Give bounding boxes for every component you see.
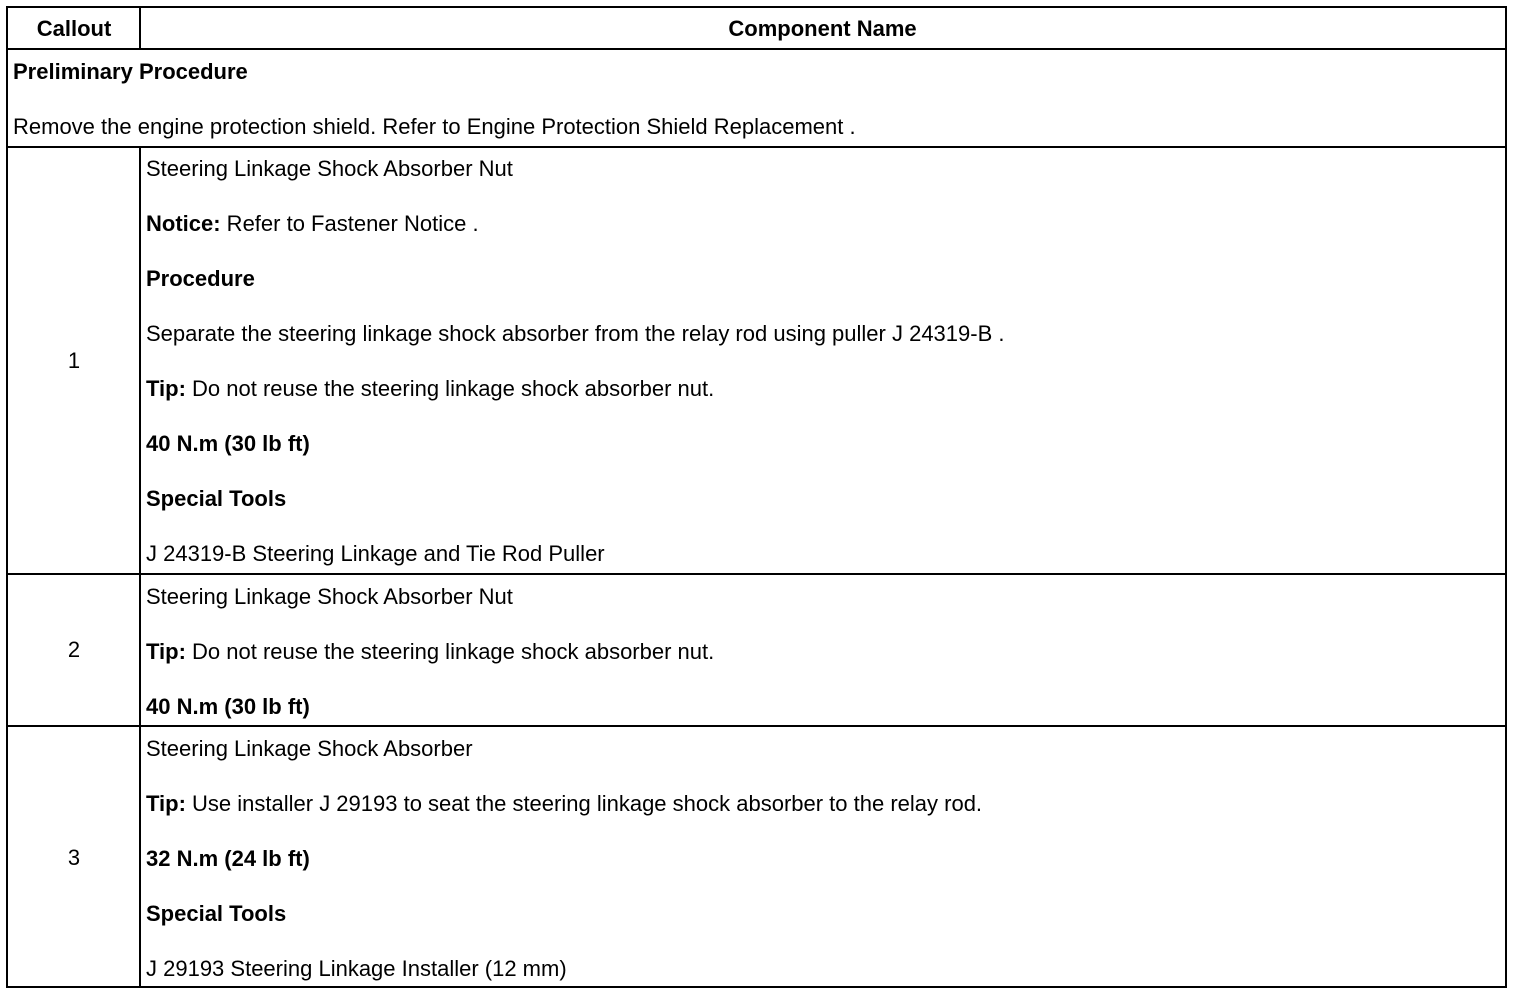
row-1-procedure-label: Procedure [146,266,255,291]
row-1-torque: 40 N.m (30 lb ft) [146,431,310,456]
row-3-callout: 3 [67,844,81,870]
row-1-tip [146,376,714,402]
row-2-torque: 40 N.m (30 lb ft) [146,694,310,719]
row-2-callout: 2 [67,637,81,662]
row-3-tools-text: J 29193 Steering Linkage Installer (12 mm) [146,956,567,981]
row-1-notice-label: Notice: [146,211,221,236]
row-2-tip [146,639,714,665]
row-1-tip-label: Tip: [146,376,186,401]
row-3-tip-text: Use installer J 29193 to seat the steering linkage shock absorber to the relay rod. [185,791,983,816]
preliminary-bottom-rule [8,146,1505,148]
row-1-name: Steering Linkage Shock Absorber Nut [146,156,513,181]
row-2-tip-text: Do not reuse the steering linkage shock absorber nut. [185,639,715,664]
row-1-procedure-text: Separate the steering linkage shock absorber from the relay rod using puller J 24319-B . [146,321,1005,346]
row-1-notice-text: Refer to Fastener Notice . [220,211,479,236]
row-1-tools-text: J 24319-B Steering Linkage and Tie Rod Puller [146,541,605,566]
header-callout: Callout [36,16,112,41]
row-2-tip-label: Tip: [146,639,186,664]
row-1-notice [146,211,479,237]
header-component-name: Component Name [728,16,917,41]
row-3-tip-label: Tip: [146,791,186,816]
row-1-callout: 1 [67,348,81,373]
preliminary-text: Remove the engine protection shield. Refer to Engine Protection Shield Replacement . [13,114,856,139]
row-3-name: Steering Linkage Shock Absorber [146,736,473,761]
header-bottom-rule [8,48,1505,50]
row-3-tools-label: Special Tools [146,901,287,926]
procedure-table [6,6,1507,988]
row-3-torque: 32 N.m (24 lb ft) [146,846,310,871]
row-3-tip [146,791,982,817]
row-1-tools-label: Special Tools [146,486,287,511]
row-2-bottom-rule [8,725,1505,727]
row-1-bottom-rule [8,573,1505,575]
row-1-tip-text: Do not reuse the steering linkage shock absorber nut. [185,376,715,401]
preliminary-title: Preliminary Procedure [13,59,248,84]
header-divider [139,8,141,50]
row-2-name: Steering Linkage Shock Absorber Nut [146,584,513,609]
